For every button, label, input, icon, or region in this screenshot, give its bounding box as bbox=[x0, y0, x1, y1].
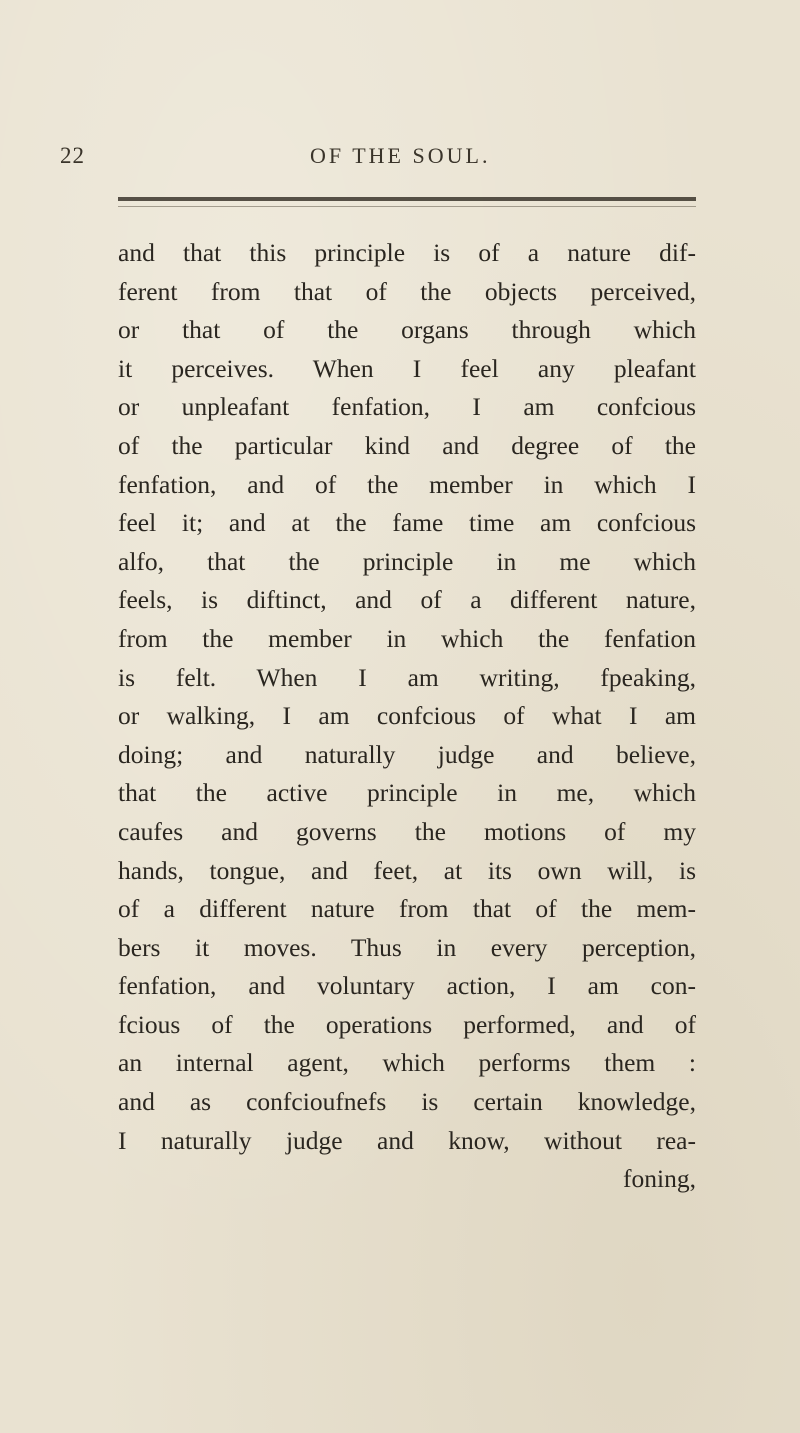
text-line: feel it; and at the fame time am confcious bbox=[118, 508, 696, 538]
header-rule-thin bbox=[118, 206, 696, 207]
header-rule bbox=[118, 197, 696, 201]
page-number: 22 bbox=[60, 143, 85, 168]
running-head bbox=[0, 143, 800, 179]
text-line: or walking, I am confcious of what I am bbox=[118, 701, 696, 731]
text-line: I naturally judge and know, without rea- bbox=[118, 1125, 696, 1155]
text-line: and that this principle is of a nature dif- bbox=[118, 238, 696, 267]
text-line: of the particular kind and degree of the bbox=[118, 430, 696, 460]
text-line: and as confcioufnefs is certain knowledge, bbox=[118, 1087, 696, 1117]
text-line: fcious of the operations performed, and of bbox=[118, 1009, 696, 1039]
text-line: hands, tongue, and feet, at its own will, is bbox=[118, 855, 696, 885]
body-text bbox=[118, 234, 696, 1199]
running-title: OF THE SOUL. bbox=[310, 143, 491, 168]
text-line: an internal agent, which performs them : bbox=[118, 1048, 696, 1078]
text-line: it perceives. When I feel any pleafant bbox=[118, 353, 696, 383]
text-line: fenfation, and of the member in which I bbox=[118, 469, 696, 499]
text-line: ferent from that of the objects perceived, bbox=[118, 276, 696, 306]
text-line: caufes and governs the motions of my bbox=[118, 816, 696, 846]
text-line: bers it moves. Thus in every perception, bbox=[118, 932, 696, 962]
text-line: doing; and naturally judge and believe, bbox=[118, 739, 696, 769]
text-line: feels, is diftinct, and of a different nature, bbox=[118, 585, 696, 615]
catchword: foning, bbox=[623, 1164, 696, 1194]
text-line: that the active principle in me, which bbox=[118, 778, 696, 808]
text-line: alfo, that the principle in me which bbox=[118, 546, 696, 576]
text-line: is felt. When I am writing, fpeaking, bbox=[118, 662, 696, 692]
text-line: fenfation, and voluntary action, I am con- bbox=[118, 971, 696, 1001]
text-line: or unpleafant fenfation, I am confcious bbox=[118, 392, 696, 422]
text-line: from the member in which the fenfation bbox=[118, 623, 696, 653]
text-line: of a different nature from that of the mem- bbox=[118, 894, 696, 924]
text-line: or that of the organs through which bbox=[118, 315, 696, 345]
